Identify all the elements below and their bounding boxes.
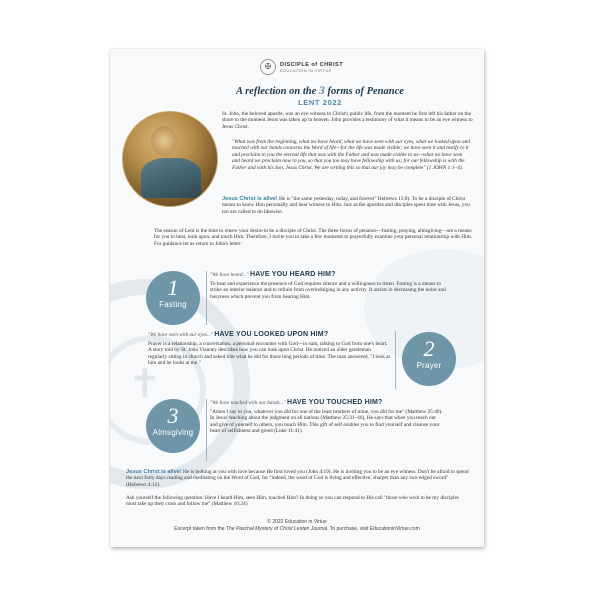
- fasting-text: To hear and experience the presence of God requires silence and a willingness to listen. Fasting is a means to strike an interior balance and to refrain from overindulging in any activity. It assists in decreasing the noise and busyness which prevent you from hearing Him.: [210, 281, 446, 300]
- painting-image: [122, 111, 218, 207]
- intro-paragraph: St. John, the beloved apostle, was an eye witness to Christ's public life, from the moment he first left his father on the shore to the moment Jesus was taken up to heaven. John provides a testimony of what it means to be an eye witness to Jesus Christ.: [222, 111, 473, 130]
- page-subtitle: LENT 2022: [298, 98, 342, 107]
- excerpt-note: Excerpt taken from the The Paschal Mystery of Christ Lenten Journal. To purchase, visit EducationinVirtue.com: [174, 526, 420, 532]
- fasting-heading: "We have heard..." HAVE YOU HEARD HIM?: [210, 271, 336, 278]
- cross-emblem-icon: ✠: [260, 59, 276, 75]
- prayer-text: Prayer is a relationship, a conversation, a personal encounter with God—in sum, talking to God from one's heart. A story told by St. John Vianney describes how you can look upon Christ. He noticed an older gentleman regularly sitting in church and asked him what he did for those long periods of time. The man answered, "I look at him and he looks at me.": [148, 341, 390, 367]
- closing-question: Ask yourself the following question: Have I heard Him, seen Him, touched Him? In doing so you can respond to His call "those who wish to be my disciples must take up their cross and follow me" (Matthew 16:24): [126, 495, 459, 508]
- almsgiving-text: "Amen I say to you, whatever you did for one of the least brothers of mine, you did for me" (Matthew 25:40). In Jesus' teaching about the judgment on all nations (Matthew 25:31–46), He says that when you reach out and give of yourself to others, you touch Him. This gift of self enables you to find yourself and cleanse your heart of selfishness and greed (Luke 11:41).: [210, 409, 443, 435]
- logo-tagline: EDUCATION IN VIRTUE: [280, 67, 332, 73]
- copyright: © 2022 Education in Virtue: [267, 519, 327, 525]
- almsgiving-heading: "We have touched with our hands..." HAVE YOU TOUCHED HIM?: [210, 399, 383, 406]
- lent-paragraph: The season of Lent is the time to renew your desire to be a disciple of Christ. The three forms of penance—fasting, praying, almsgiving—are a means for you to hear, look upon, and touch Him. Therefore, I invite you to take a few moments to prayerfully examine your personal relationship with Him. For guidance let us return to John's letter:: [154, 228, 473, 247]
- page-title: A reflection on the 3 forms of Penance: [236, 83, 404, 97]
- document-page: [110, 49, 484, 547]
- prayer-heading: "We have seen with our eyes..." HAVE YOU LOOKED UPON HIM?: [148, 331, 329, 338]
- scripture-quote: "What was from the beginning, what we have heard, what we have seen with our eyes, what we looked upon and touched with our hands concerns the Word of life—for the life was made visible; we have seen it and testify to it and proclaim to you the eternal life that was with the Father and was made visible to us—what we have seen and heard we proclaim now to you, so that you too may have fellowship with us; for our fellowship is with the Father and with his Son, Jesus Christ. We are writing this so that our joy may be complete" (1 JOHN 1:1–4).: [232, 139, 470, 171]
- section-divider: [206, 271, 207, 325]
- alive-paragraph: Jesus Christ is alive! He is "the same yesterday, today, and forever" Hebrews 13:8). To be a disciple of Christ means to know Him personally and hear witness to Him. Just as the apostles and disciples spent time with Jesus, you too are called to do likewise.: [222, 196, 470, 215]
- section-divider: [206, 399, 207, 461]
- decorative-cross-icon: ✝: [128, 361, 162, 407]
- prayer-circle: 2 Prayer: [402, 332, 456, 386]
- almsgiving-circle: 3 Almsgiving: [146, 399, 200, 453]
- closing-paragraph: Jesus Christ is alive! He is looking at you with love because He first loved you (John 4:19). He is inviting you to be an eye witness. Don't be afraid to spend the next forty days reading and meditating on the Word of God, for "indeed, the word of God is living and effective, sharper than any two-edged sword" (Hebrews 4:12).: [126, 469, 469, 488]
- logo: [260, 58, 370, 76]
- section-divider: [395, 331, 396, 389]
- fasting-circle: 1 Fasting: [146, 271, 200, 325]
- logo-name: DISCIPLE of CHRIST: [280, 61, 344, 68]
